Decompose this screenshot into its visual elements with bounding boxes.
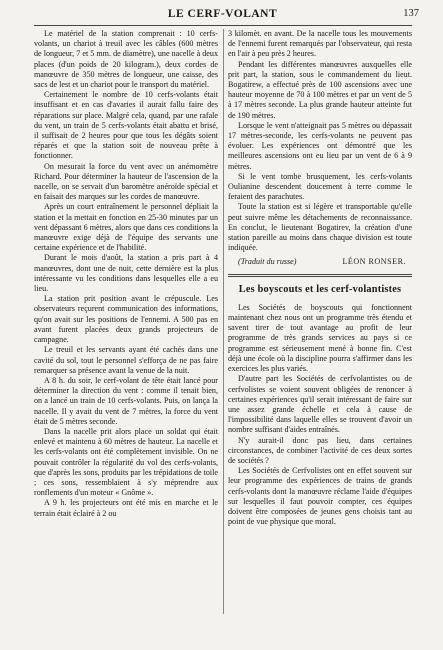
paragraph: Le matériel de la station comprenait : 10 cerfs-volants, un chariot à treuil avec les câbles (600 mètres de longueur, 7 et 5 mm. de diamètre), une nacelle à deux places (d'un poids de 20 kilogram.), deux cordes de manœuvre de 350 mètres de longueur, une caisse, des sacs de lest et un chariot pour le transport du matériel. [34, 29, 218, 90]
paragraph: On mesurait la force du vent avec un anémomètre Richard. Pour déterminer la hauteur de l'ascension de la nacelle, on se servait d'un baromètre anéroïde spécial et en faisait des marques sur les cordes de manœuvre. [34, 161, 218, 202]
page-number: 137 [403, 8, 419, 19]
paragraph: La station prit position avant le crépuscule. Les observateurs reçurent communication des informations, qu'on avait sur les positions de l'ennemi. A 500 pas en avant furent placées deux grands projecteurs de campagne. [34, 294, 218, 345]
paragraph: Les Sociétés de Cerfvolistes ont en effet souvent sur leur programme des expériences de trains de grands cerfs-volants dont la manœuvre réclame l'aide d'équipes sur lesquelles il faut pouvoir compter, ces équipes doivent être composées de jeunes gens choisis tant au point de vue physique que moral. [228, 466, 412, 527]
paragraph: N'y aurait-il donc pas lieu, dans certaines circonstances, de combiner l'activité de ces deux sortes de sociétés ? [228, 435, 412, 465]
paragraph: Lorsque le vent n'atteignait pas 5 mètres ou dépassait 17 mètres-seconde, les cerfs-volants ne peuvent pas évoluer. Les expériences ont démontré que les meilleures ascensions ont eu lieu par un vent de 6 à 9 mètres. [228, 120, 412, 171]
paragraph: A 8 h. du soir, le cerf-volant de tête était lancé pour déterminer la direction du vent : comme il tenait bien, on a lancé un train de 10 cerfs-volants. Puis, on lança la nacelle. Il y avait du vent de 7 mètres, la force du vent était de 5 mètres seconde. [34, 375, 218, 426]
header-rule [34, 25, 412, 26]
paragraph: Toute la station est si légère et transportable qu'elle peut suivre même les détachements de reconnaissance. En conclut, le lieutenant Bogatirev, la création d'une station pareille au moins dans chaque division est toute indiquée. [228, 202, 412, 253]
paragraph: Les Sociétés de boyscouts qui fonctionnent maintenant chez nous ont un programme très étendu et savent tirer de tout avantage au profit de leur programme de très grands services au pays si ce programme est sérieusement mené à bonne fin. C'est déjà une école où la discipline pourra s'affirmer dans les exercices les plus variés. [228, 302, 412, 374]
paragraph: D'autre part les Sociétés de cerfvolantistes ou de cerfvolistes se voient souvent obligées de renoncer à certaines expériences qu'il serait intéressant de faire sur une assez grande échelle et cela à cause de l'impossibilité dans laquelle elles se trouvent d'avoir un nombre suffisant d'aides entraînés. [228, 374, 412, 435]
section-rule-bottom [228, 276, 412, 277]
paragraph: 3 kilomèt. en avant. De la nacelle tous les mouvements de l'ennemi furent remarqués par l'observateur, qui resta en l'air à peu près 2 heures. [228, 29, 412, 59]
paragraph: Pendant les différentes manœuvres auxquelles elle prit part, la station, sous le commandement du lieut. Bogatirew, a effectué près de 100 ascensions avec une hauteur moyenne de 70 à 100 mètres et par un vent de 5 à 17 mètres seconde. La plus grande hauteur atteinte fut de 190 mètres. [228, 59, 412, 120]
article-signature [228, 257, 412, 267]
translation-note: (Traduit du russe) [238, 257, 297, 267]
paragraph: Après un court entraînement le personnel dépliait la station et la mettait en fonction en 25-30 minutes par un vent dépassant 6 mètres, alors que dans ces conditions la manœuvre exige déjà de l'équipe des servants une certaine expérience et de l'habilité. [34, 202, 218, 253]
author-name: LÉON RONSER. [342, 257, 406, 267]
section-rule-top [228, 274, 412, 275]
paragraph: Durant le mois d'août, la station a pris part à 4 manœuvres, dont une de nuit, cette dernière est la plus intéressante vu les conditions dans lesquelles elle a eu lieu. [34, 253, 218, 294]
left-column [34, 29, 218, 519]
paragraph: Dans la nacelle prit alors place un soldat qui était enlevé et maintenu à 60 mètres de hauteur. La nacelle et les cerfs-volants ont été complètement invisible. On ne pouvait contrôler la régularité du vol des cerfs-volants, que d'après les sons, produits par les trépidations de toile ; ces sons, ressemblaient à s'y méprendre aux ronflements d'un moteur « Gnôme ». [34, 426, 218, 498]
paragraph: Certainement le nombre de 10 cerfs-volants était insuffisant et en cas d'avaries il aurait fallu faire des réparations sur place. Malgré cela, quand, par une rafale du vent, un train de 5 cerfs-volants était abattu et brisé, il suffisait de 2 heures pour que tous les dégâts soient réparés et que la station soit de nouveau prête à fonctionner. [34, 90, 218, 161]
paragraph: Le treuil et les servants ayant été cachés dans une cavité du sol, tout le personnel s'efforça de ne pas faire remarquer sa présence avant la venue de la nuit. [34, 345, 218, 375]
paragraph: A 9 h. les projecteurs ont été mis en marche et le terrain était éclairé à 2 ou [34, 498, 218, 518]
paragraph: Si le vent tombe brusquement, les cerfs-volants Oulianine descendent doucement à terre comme le feraient des parachutes. [228, 171, 412, 202]
column-divider [223, 29, 224, 614]
journal-title: LE CERF-VOLANT [167, 8, 278, 20]
section-title: Les boyscouts et les cerf-volantistes [238, 283, 402, 295]
page-header [30, 8, 419, 26]
right-column [228, 29, 412, 527]
